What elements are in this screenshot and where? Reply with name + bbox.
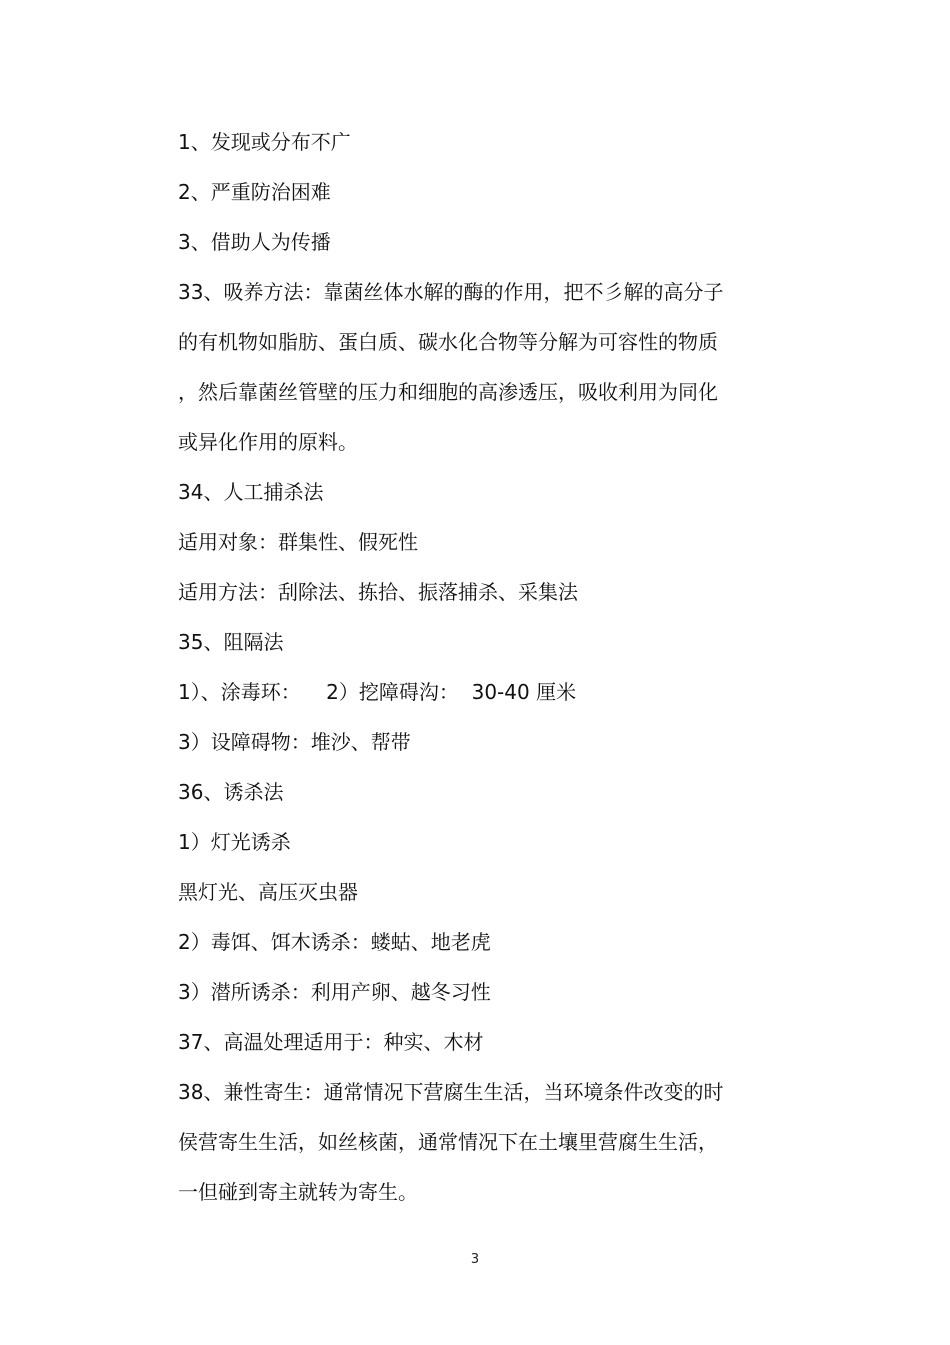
text-line: 3）潜所诱杀：利用产卵、越冬习性 <box>178 980 491 1004</box>
text-line: 38、兼性寄生：通常情况下营腐生生活，当环境条件改变的时 <box>178 1080 724 1104</box>
page-body <box>178 124 778 1224</box>
text-line: 34、人工捕杀法 <box>178 480 324 504</box>
text-line: 的有机物如脂肪、蛋白质、碳水化合物等分解为可容性的物质 <box>178 330 718 354</box>
text-line: 2）毒饵、饵木诱杀：蝼蛄、地老虎 <box>178 930 491 954</box>
text-line: 3）设障碍物：堆沙、帮带 <box>178 730 411 754</box>
text-line: 一但碰到寄主就转为寄生。 <box>178 1180 418 1204</box>
text-line: 33、吸养方法：靠菌丝体水解的酶的作用，把不彡解的高分子 <box>178 280 724 304</box>
text-line: 适用对象：群集性、假死性 <box>178 530 418 554</box>
text-line: 黑灯光、高压灭虫器 <box>178 880 358 904</box>
text-line: 侯营寄生生活，如丝核菌，通常情况下在土壤里营腐生生活， <box>178 1130 718 1154</box>
text-line: 1）灯光诱杀 <box>178 830 291 854</box>
text-line: ，然后靠菌丝管壁的压力和细胞的高渗透压，吸收利用为同化 <box>178 380 718 404</box>
text-line: 35、阻隔法 <box>178 630 284 654</box>
text-line: 适用方法：刮除法、拣拾、振落捕杀、采集法 <box>178 580 578 604</box>
text-line: 1、发现或分布不广 <box>178 130 351 154</box>
text-line: 3、借助人为传播 <box>178 230 331 254</box>
text-line: 1）、涂毒环： 2）挖障碍沟： 30-40 厘米 <box>178 680 577 704</box>
text-line: 或异化作用的原料。 <box>178 430 358 454</box>
text-line: 37、高温处理适用于：种实、木材 <box>178 1030 484 1054</box>
page-number: 3 <box>470 1252 480 1267</box>
text-line: 36、诱杀法 <box>178 780 284 804</box>
text-line: 2、严重防治困难 <box>178 180 331 204</box>
